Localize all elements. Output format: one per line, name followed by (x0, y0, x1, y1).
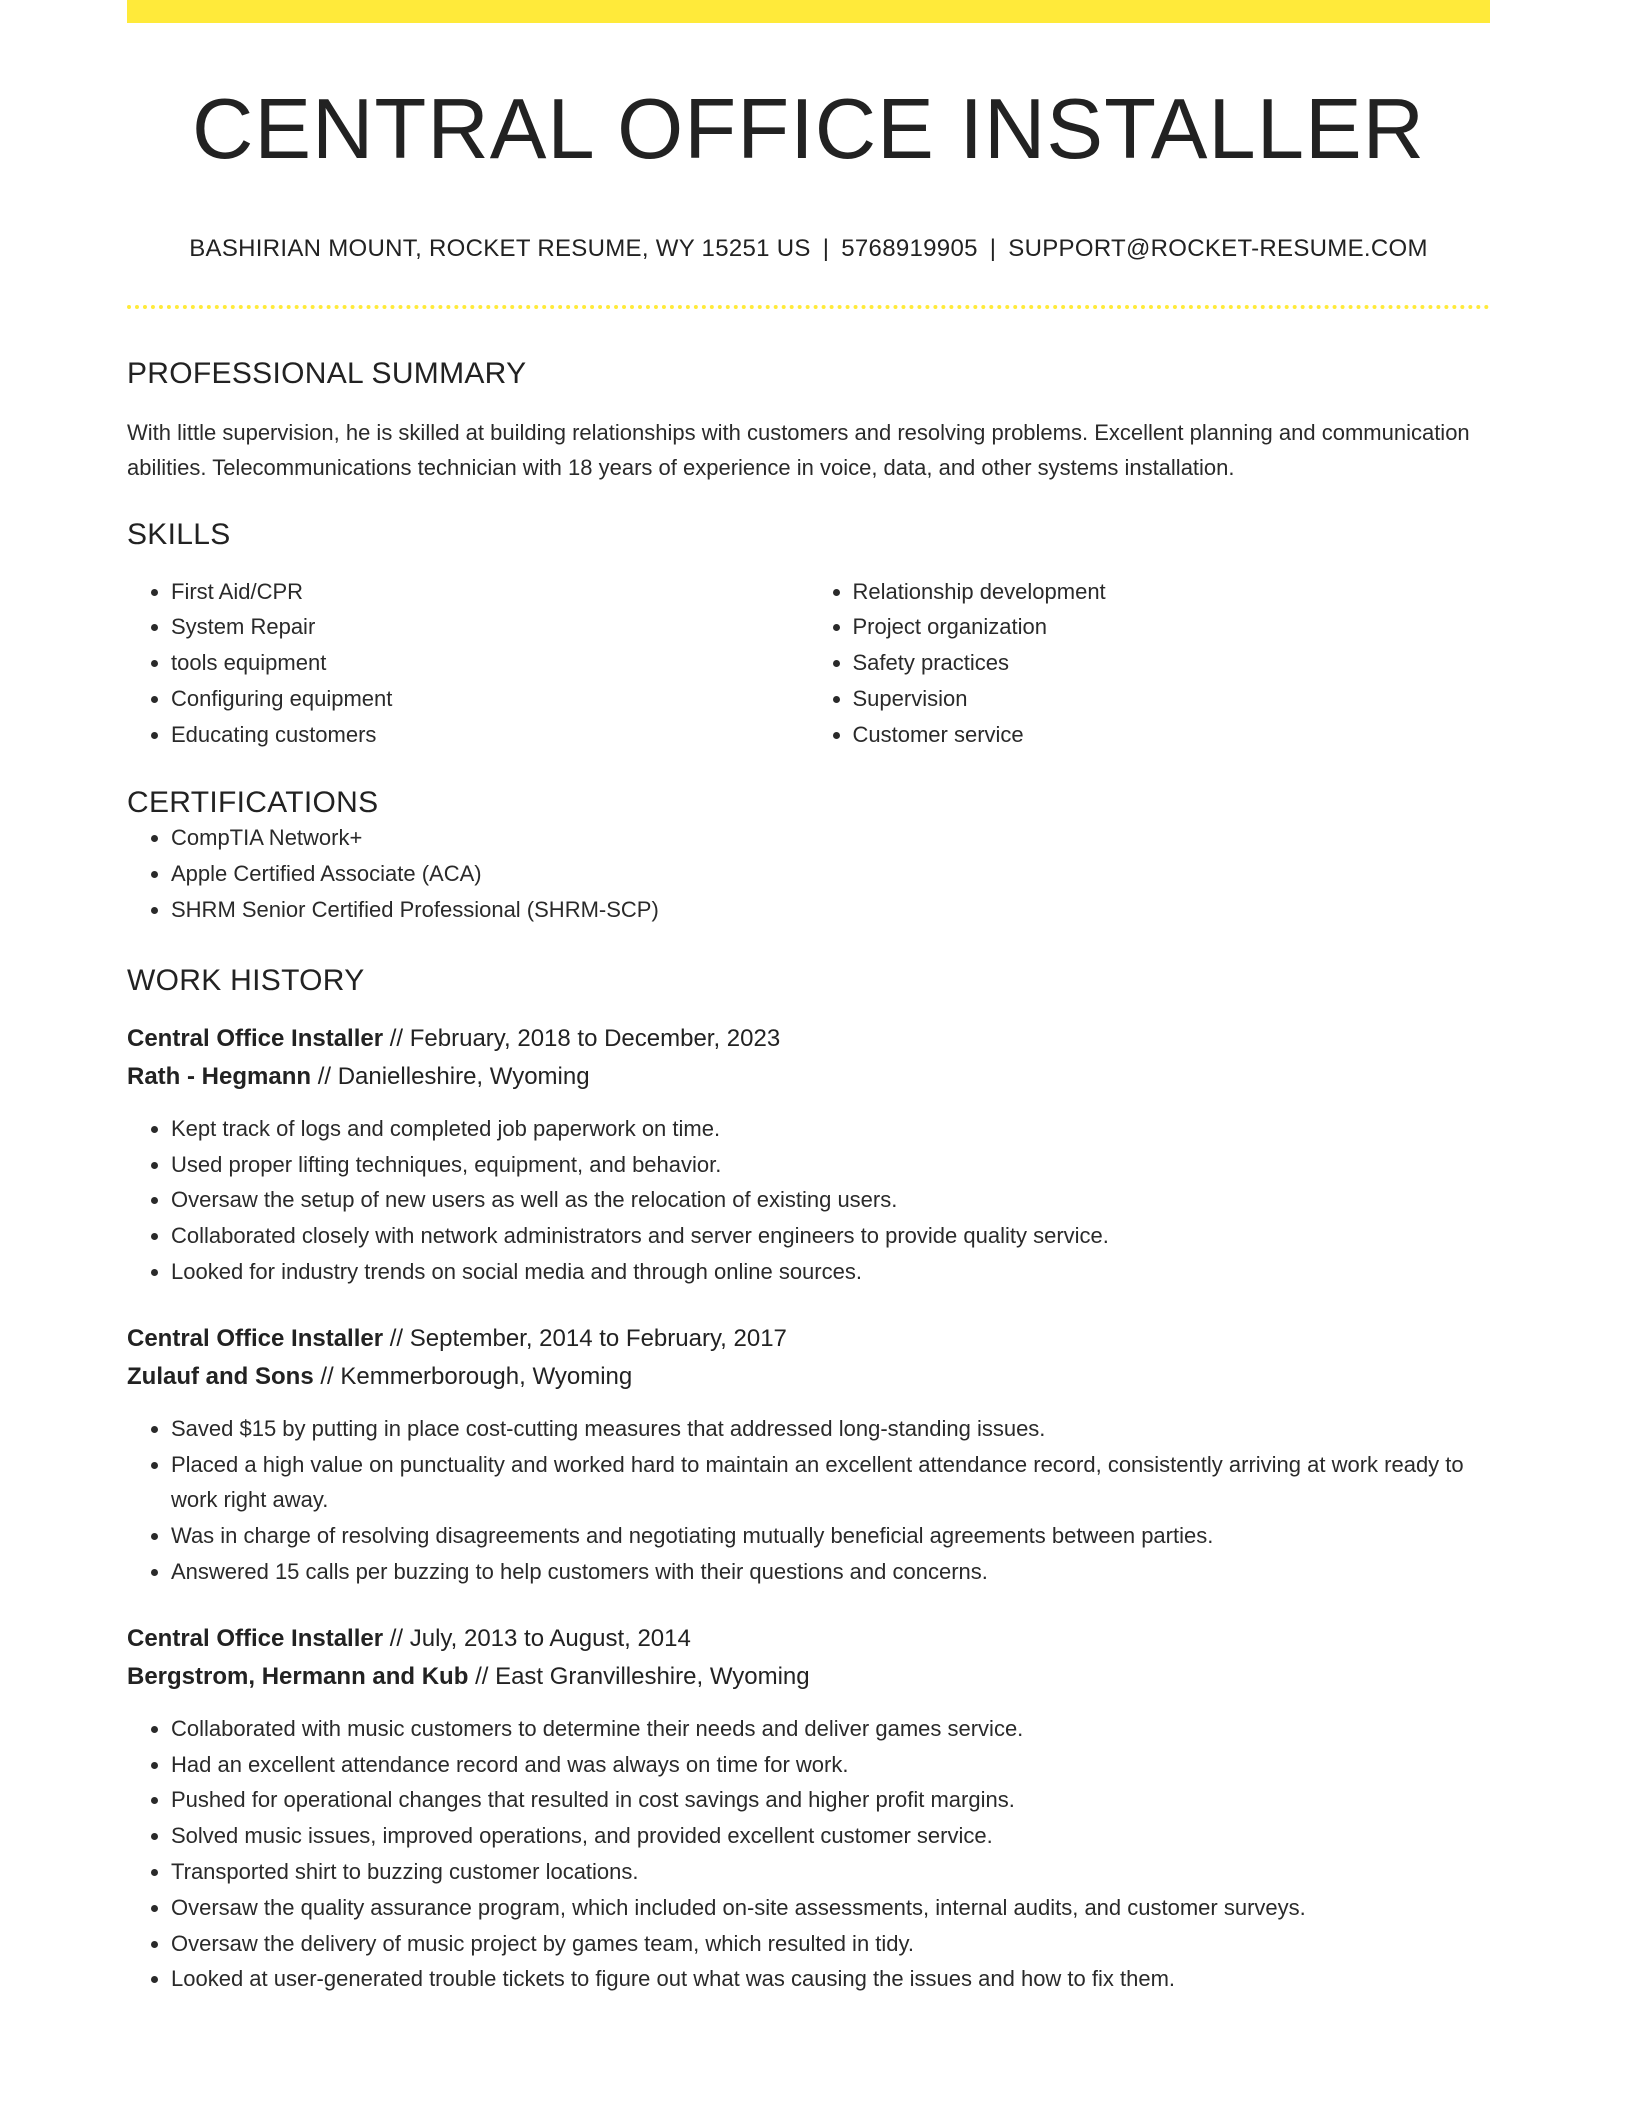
job-entry (127, 1620, 1490, 1997)
resume-page (127, 0, 1490, 1997)
job-dates: // July, 2013 to August, 2014 (389, 1624, 691, 1652)
job-bullet: • Collaborated closely with network administrators and server engineers to provide quality service. (171, 1218, 1490, 1254)
job-dates: // September, 2014 to February, 2017 (389, 1324, 787, 1352)
job-entry (127, 1320, 1490, 1590)
job-bullet: • Solved music issues, improved operations, and provided excellent customer service. (171, 1818, 1490, 1854)
job-bullets (127, 1711, 1490, 1997)
job-company-line (127, 1658, 1490, 1697)
job-location: // Danielleshire, Wyoming (317, 1063, 590, 1091)
contact-address: BASHIRIAN MOUNT, ROCKET RESUME, WY 15251 US (189, 234, 811, 262)
job-location: // Kemmerborough, Wyoming (320, 1363, 633, 1391)
certification-item: • CompTIA Network+ (171, 820, 1490, 856)
skill-item: • Educating customers (171, 717, 809, 753)
certifications-list (127, 820, 1490, 927)
job-title-line (127, 1020, 1490, 1059)
job-bullet: • Pushed for operational changes that resulted in cost savings and higher profit margins. (171, 1782, 1490, 1818)
job-bullet: • Answered 15 calls per buzzing to help customers with their questions and concerns. (171, 1554, 1490, 1590)
certification-item: • Apple Certified Associate (ACA) (171, 856, 1490, 892)
job-title-line (127, 1620, 1490, 1659)
job-bullet: • Saved $15 by putting in place cost-cutting measures that addressed long-standing issues. (171, 1411, 1490, 1447)
job-bullet: • Oversaw the quality assurance program, which included on-site assessments, internal audits, and customer surveys. (171, 1890, 1490, 1926)
job-bullet: • Oversaw the setup of new users as well as the relocation of existing users. (171, 1182, 1490, 1218)
job-bullet: • Oversaw the delivery of music project by games team, which resulted in tidy. (171, 1926, 1490, 1962)
job-title: Central Office Installer (127, 1324, 384, 1352)
job-company: Rath - Hegmann (127, 1063, 312, 1091)
job-company-line (127, 1358, 1490, 1397)
job-company: Zulauf and Sons (127, 1363, 314, 1391)
certification-item: • SHRM Senior Certified Professional (SHRM-SCP) (171, 892, 1490, 928)
job-location: // East Granvilleshire, Wyoming (475, 1663, 810, 1691)
job-bullets (127, 1111, 1490, 1290)
job-bullet: • Looked for industry trends on social media and through online sources. (171, 1254, 1490, 1290)
job-bullet: • Used proper lifting techniques, equipment, and behavior. (171, 1147, 1490, 1183)
contact-separator: | (822, 234, 830, 262)
dotted-divider (127, 305, 1490, 309)
skill-item: • First Aid/CPR (171, 574, 809, 610)
skills-grid (127, 574, 1490, 753)
job-bullet: • Kept track of logs and completed job paperwork on time. (171, 1111, 1490, 1147)
skill-item: • Safety practices (853, 645, 1491, 681)
skills-heading: SKILLS (127, 517, 231, 551)
accent-top-bar (127, 0, 1490, 23)
skill-item: • Configuring equipment (171, 681, 809, 717)
job-bullet: • Transported shirt to buzzing customer locations. (171, 1854, 1490, 1890)
job-bullet: • Had an excellent attendance record and was always on time for work. (171, 1747, 1490, 1783)
skills-section (127, 518, 1490, 753)
certifications-section (127, 786, 1490, 927)
job-bullet: • Placed a high value on punctuality and worked hard to maintain an excellent attendance record, consistently arriving at work ready to work right away. (171, 1447, 1490, 1519)
skills-list-left (127, 574, 809, 753)
job-dates: // February, 2018 to December, 2023 (389, 1024, 781, 1052)
contact-phone: 5768919905 (841, 234, 978, 262)
skill-item: • System Repair (171, 609, 809, 645)
contact-email: SUPPORT@ROCKET-RESUME.COM (1008, 234, 1428, 262)
skill-item: • Relationship development (853, 574, 1491, 610)
job-bullet: • Looked at user-generated trouble tickets to figure out what was causing the issues and how to fix them. (171, 1961, 1490, 1997)
job-bullets (127, 1411, 1490, 1590)
certifications-heading: CERTIFICATIONS (127, 786, 379, 820)
resume-title: CENTRAL OFFICE INSTALLER (191, 82, 1426, 177)
job-title: Central Office Installer (127, 1024, 384, 1052)
job-company-line (127, 1058, 1490, 1097)
contact-separator: | (989, 234, 997, 262)
job-bullet: • Collaborated with music customers to determine their needs and deliver games service. (171, 1711, 1490, 1747)
summary-text: With little supervision, he is skilled at building relationships with customers and resolving problems. Excellent planning and communication abilities. Telecommunications technician with 18 years of experience in voice, data, and other systems installation. (127, 419, 1470, 480)
job-entry (127, 1020, 1490, 1290)
job-bullet: • Was in charge of resolving disagreements and negotiating mutually beneficial agreements between parties. (171, 1518, 1490, 1554)
skill-item: • Customer service (853, 717, 1491, 753)
skills-list-right (809, 574, 1491, 753)
summary-heading: PROFESSIONAL SUMMARY (127, 356, 527, 390)
contact-line (127, 235, 1490, 263)
job-title-line (127, 1320, 1490, 1359)
work-history-heading: WORK HISTORY (127, 963, 365, 997)
skill-item: • Project organization (853, 609, 1491, 645)
summary-section (127, 357, 1490, 486)
job-title: Central Office Installer (127, 1624, 384, 1652)
job-company: Bergstrom, Hermann and Kub (127, 1663, 469, 1691)
skill-item: • tools equipment (171, 645, 809, 681)
work-history-section (127, 964, 1490, 1997)
skill-item: • Supervision (853, 681, 1491, 717)
